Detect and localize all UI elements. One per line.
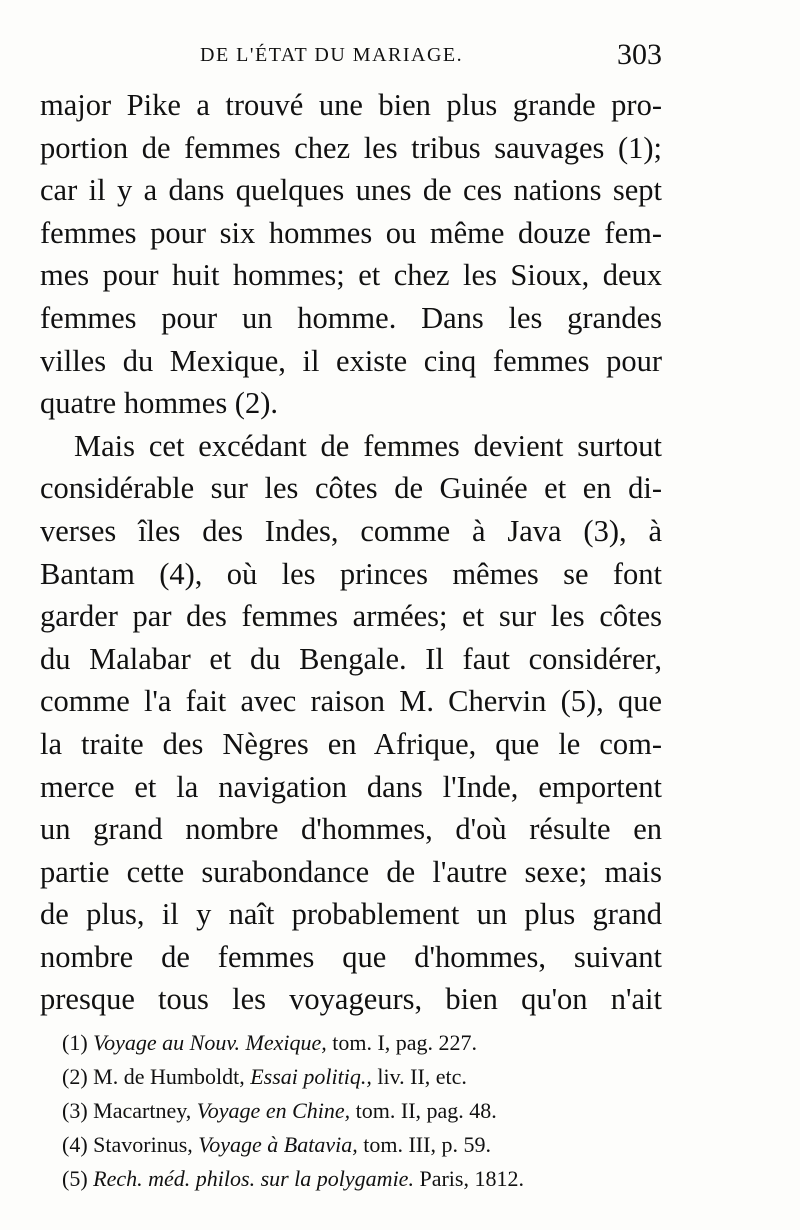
footnote-reference: tom. III, p. 59.: [357, 1132, 491, 1157]
body-text: [40, 84, 662, 1021]
footnote-reference: Paris, 1812.: [413, 1166, 524, 1191]
footnote-author: Macartney,: [93, 1098, 197, 1123]
text-line: merce et la navigation dans l'Inde, emportent: [40, 769, 662, 804]
page-header: [40, 38, 662, 78]
text-line: major Pike a trouvé une bien plus grande pro-: [40, 88, 662, 122]
footnote-reference: liv. II, etc.: [371, 1064, 467, 1089]
text-line: femmes pour six hommes ou même douze fem-: [40, 215, 662, 250]
text-line: presque tous les voyageurs, bien qu'on n'ait: [40, 982, 662, 1017]
text-line: Bantam (4), où les princes mêmes se font: [40, 556, 662, 591]
footnote-reference: tom. I, pag. 227.: [326, 1030, 478, 1055]
footnote-2: [62, 1060, 662, 1094]
page-number: 303: [617, 38, 662, 71]
footnote-title: Essai politiq.,: [250, 1064, 372, 1089]
footnote-number: (5): [62, 1166, 88, 1191]
paragraph-1: [40, 84, 662, 425]
text-line: portion de femmes chez les tribus sauvages (1);: [40, 130, 662, 165]
footnote-number: (1): [62, 1030, 88, 1055]
text-line: la traite des Nègres en Afrique, que le com-: [40, 726, 662, 761]
footnote-4: [62, 1128, 662, 1162]
text-line: de plus, il y naît probablement un plus grand: [40, 897, 662, 932]
footnote-number: (4): [62, 1132, 88, 1157]
footnote-1: [62, 1026, 662, 1060]
text-line: quatre hommes (2).: [40, 386, 278, 421]
text-line: villes du Mexique, il existe cinq femmes pour: [40, 343, 662, 378]
footnote-title: Voyage au Nouv. Mexique,: [93, 1030, 327, 1055]
footnote-number: (2): [62, 1064, 88, 1089]
footnote-author: Stavorinus,: [93, 1132, 199, 1157]
text-line: verses îles des Indes, comme à Java (3), à: [40, 513, 662, 548]
text-line: mes pour huit hommes; et chez les Sioux, deux: [40, 258, 662, 293]
footnote-author: M. de Humboldt,: [93, 1064, 251, 1089]
text-line: considérable sur les côtes de Guinée et en di-: [40, 471, 662, 506]
text-line: partie cette surabondance de l'autre sexe; mais: [40, 854, 662, 889]
footnote-title: Voyage en Chine,: [196, 1098, 351, 1123]
text-line: comme l'a fait avec raison M. Chervin (5), que: [40, 684, 662, 719]
text-line: Mais cet excédant de femmes devient surtout: [74, 428, 662, 463]
text-line: nombre de femmes que d'hommes, suivant: [40, 939, 662, 974]
running-head: DE L'ÉTAT DU MARIAGE.: [200, 44, 464, 66]
footnote-3: [62, 1094, 662, 1128]
footnote-reference: tom. II, pag. 48.: [350, 1098, 497, 1123]
footnotes: [62, 1026, 662, 1196]
paragraph-2: [40, 425, 662, 1021]
text-line: un grand nombre d'hommes, d'où résulte en: [40, 812, 662, 847]
text-line: car il y a dans quelques unes de ces nations sept: [40, 173, 662, 208]
text-line: garder par des femmes armées; et sur les côtes: [40, 599, 662, 634]
footnote-5: [62, 1162, 662, 1196]
footnote-title: Rech. méd. philos. sur la polygamie.: [93, 1166, 414, 1191]
footnote-title: Voyage à Batavia,: [198, 1132, 358, 1157]
text-line: femmes pour un homme. Dans les grandes: [40, 300, 662, 335]
footnote-number: (3): [62, 1098, 88, 1123]
text-line: du Malabar et du Bengale. Il faut considérer,: [40, 641, 662, 676]
